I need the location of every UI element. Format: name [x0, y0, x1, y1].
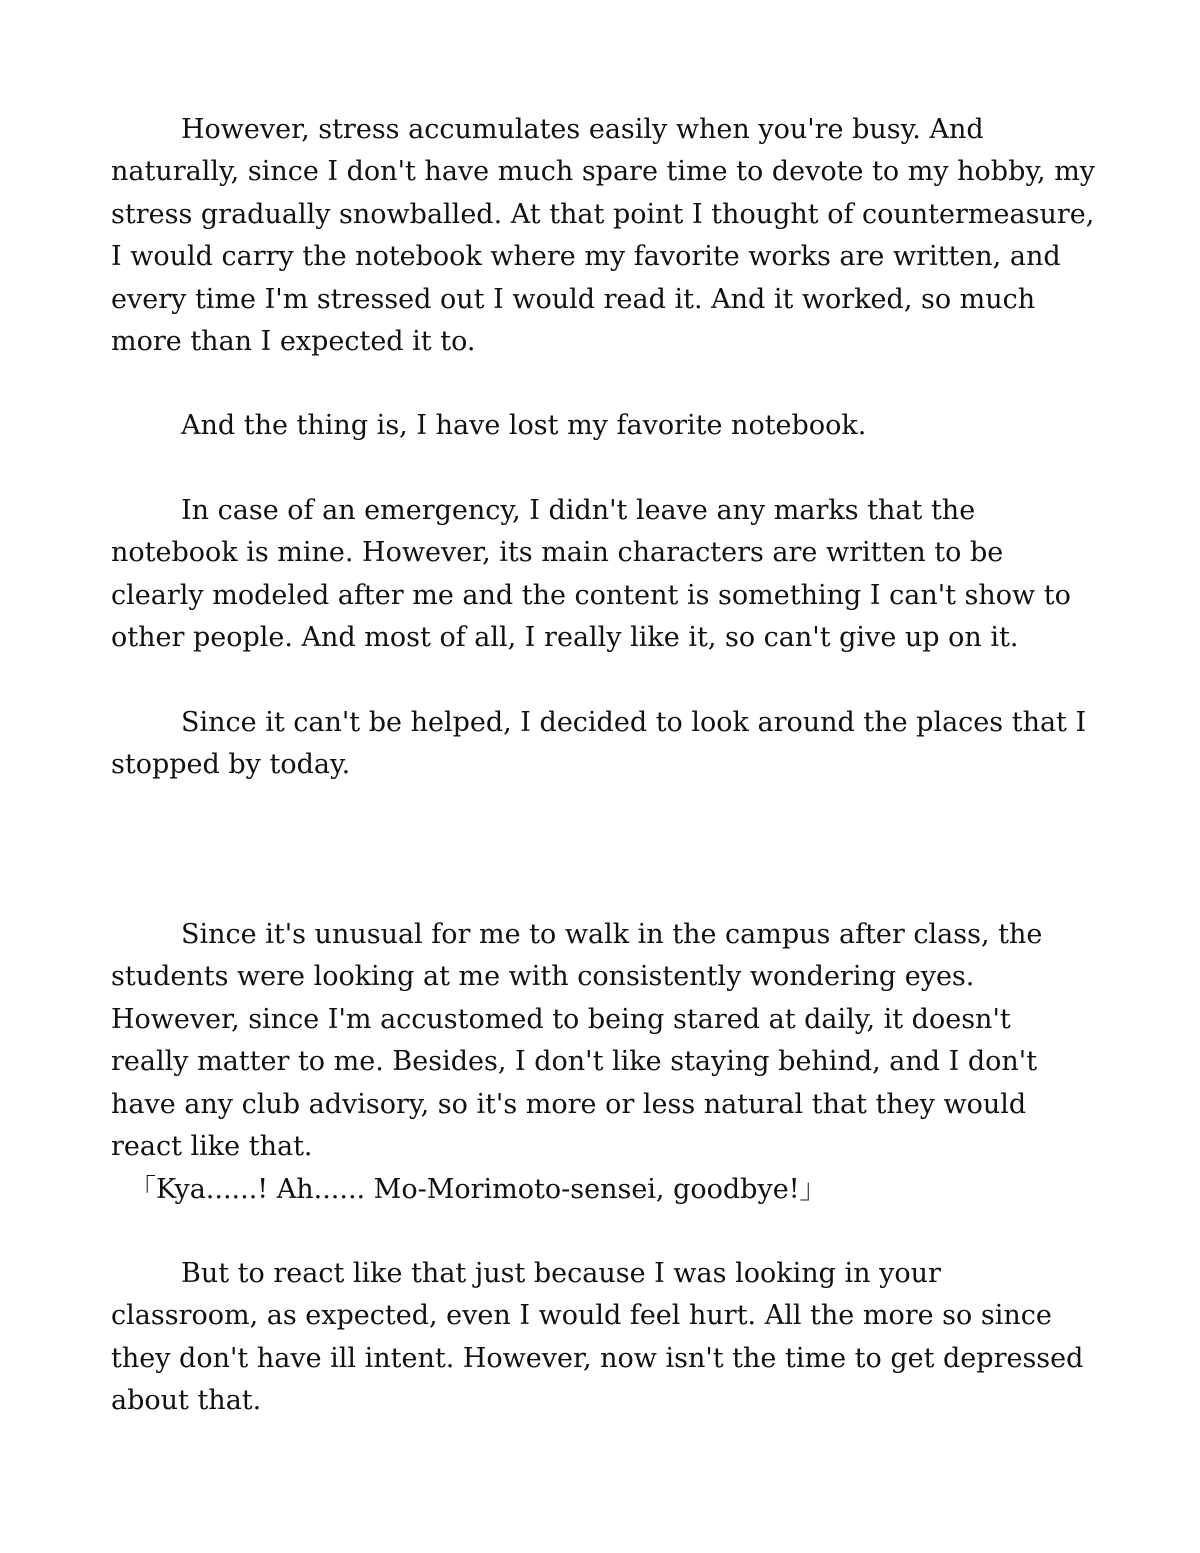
dialogue-line: 「Kya......! Ah...... Mo-Morimoto-sensei, goodbye!」	[129, 1174, 827, 1205]
paragraph-campus-walk: Since it's unusual for me to walk in the campus after class, the students were looking at me with consistently wondering eyes. However, since I'm accustomed to being stared at daily, it doesn't really matter to me. Besides, I don't like staying behind, and I don't have any club advisory, so it's more or less natural that they would react like that.	[111, 919, 1043, 1163]
paragraph-stress: However, stress accumulates easily when you're busy. And naturally, since I don't have much spare time to devote to my hobby, my stress gradually snowballed. At that point I thought of countermeasure, I would carry the notebook where my favorite works are written, and every time I'm stressed out I would read it. And it worked, so much more than I expected it to.	[111, 114, 1096, 358]
paragraph-emergency: In case of an emergency, I didn't leave any marks that the notebook is mine. However, its main characters are written to be clearly modeled after me and the content is something I can't show to other people. And most of all, I really like it, so can't give up on it.	[111, 495, 1071, 654]
paragraph-lost-notebook: And the thing is, I have lost my favorite notebook.	[181, 410, 867, 441]
paragraph-look-around: Since it can't be helped, I decided to look around the places that I stopped by today.	[111, 707, 1087, 781]
paragraph-classroom: But to react like that just because I was looking in your classroom, as expected, even I would feel hurt. All the more so since they don't have ill intent. However, now isn't the time to get depressed about that.	[111, 1258, 1084, 1417]
